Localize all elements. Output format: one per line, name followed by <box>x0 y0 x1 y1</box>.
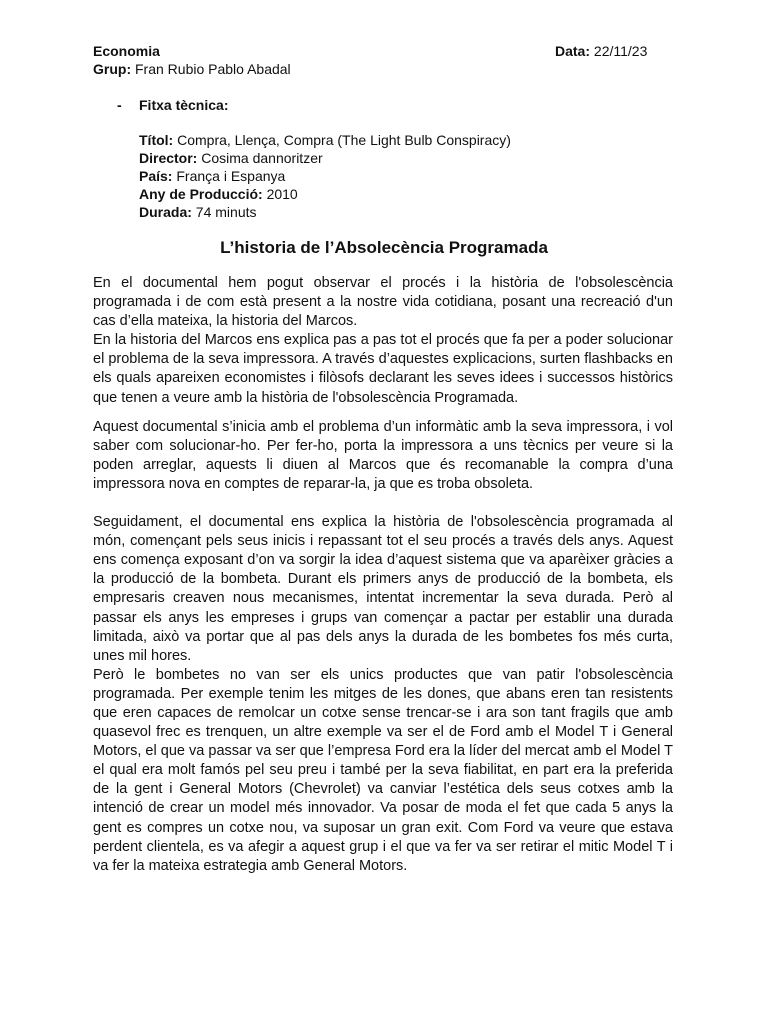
tech-sheet-bullet <box>117 96 228 114</box>
paragraph: En la historia del Marcos ens explica pas a pas tot el procés que fa per a poder solucionar el problema de la seva impressora. A través d’aquestes explicacions, surten flashbacks en els quals apareixen economistes i filòsofs declarant les seves idees i successos històrics que tenen a veure amb la història de l'obsolescència Programada. <box>93 332 673 406</box>
document-body <box>93 274 673 876</box>
tech-director-line <box>139 149 511 167</box>
date-block <box>555 42 647 60</box>
tech-duration-line <box>139 203 511 221</box>
group-line <box>93 60 291 78</box>
tech-country-label: País: <box>139 168 173 184</box>
group-label: Grup: <box>93 61 132 77</box>
tech-country-value: França i Espanya <box>176 168 286 184</box>
date-value: 22/11/23 <box>593 43 648 59</box>
tech-title-label: Títol: <box>139 132 174 148</box>
tech-year-value: 2010 <box>266 186 298 202</box>
tech-country-line <box>139 167 511 185</box>
document-title: L’historia de l’Absolecència Programada <box>220 238 548 257</box>
date-label: Data: <box>555 43 591 59</box>
header-row <box>93 42 675 60</box>
paragraph: Però le bombetes no van ser els unics productes que van patir l'obsolescència programada. Per exemple tenim les mitges de les dones, que abans eren tan resistents que eren capaces de remolcar un cotxe sense trencar-se i ara son tant fragils que amb quasevol frec es trenquen, un altre exemple va ser el de Ford amb el Model T i General Motors, el que va passar va ser que l’empresa Ford era la líder del mercat amb el Model T el qual era molt famós pel seu preu i també per la seva fiabilitat, en part era la preferida de la gent i General Motors (Chevrolet) va canviar l’estética dels seus cotxes amb la intenció de crear un model més innovador. Va posar de moda el fet que cada 5 anys la gent es compres un cotxe nou, va suposar un gran exit. Com Ford va veure que estava perdent clientela, es va afegir a aquest grup i el que va fer va ser retirar el mitic Model T i va fer la mateixa estrategia amb General Motors. <box>93 666 673 874</box>
group-value: Fran Rubio Pablo Abadal <box>135 61 291 77</box>
tech-title-line <box>139 131 511 149</box>
tech-duration-label: Durada: <box>139 204 192 220</box>
tech-sheet-label: Fitxa tècnica: <box>139 97 229 113</box>
subject-label: Economia <box>93 43 160 59</box>
paragraph: Seguidament, el documental ens explica la història de l'obsolescència programada al món, començant pels seus inicis i repassant tot el seu procés a través dels anys. Aquest ens comença exposant d’on va sorgir la idea d’aquest sistema que va aparèixer gràcies a la producció de la bombeta. Durant els primers anys de producció de la bombeta, els empresaris creaven nous mecanismes, intentat incrementar la seva durada. Però al passar els anys les empreses i grups van començar a pactar per establir una durada limitada, això va portar que al pas dels anys la durada de les bombetes fos més curta, unes mil hores. <box>93 514 673 664</box>
paragraph: En el documental hem pogut observar el procés i la història de l'obsolescència programada i de com està present a la nostre vida cotidiana, posant una recreació d'un cas d’ella mateixa, la historia del Marcos. <box>93 275 673 330</box>
bullet-dash: - <box>117 97 122 113</box>
tech-title-value: Compra, Llença, Compra (The Light Bulb Conspiracy) <box>177 132 511 148</box>
tech-year-line <box>139 185 511 203</box>
paragraph: Aquest documental s’inicia amb el problema d’un informàtic amb la seva impressora, i vol saber com solucionar-ho. Per fer-ho, porta la impressora a uns tècnics per veure si la poden arreglar, aquests li diuen al Marcos que és recomanable la compra d’una impressora nova en comptes de reparar-la, ja que es troba obsoleta. <box>93 418 673 492</box>
tech-year-label: Any de Producció: <box>139 186 263 202</box>
tech-director-label: Director: <box>139 150 198 166</box>
tech-duration-value: 74 minuts <box>195 204 257 220</box>
tech-sheet <box>139 131 511 221</box>
tech-director-value: Cosima dannoritzer <box>201 150 323 166</box>
